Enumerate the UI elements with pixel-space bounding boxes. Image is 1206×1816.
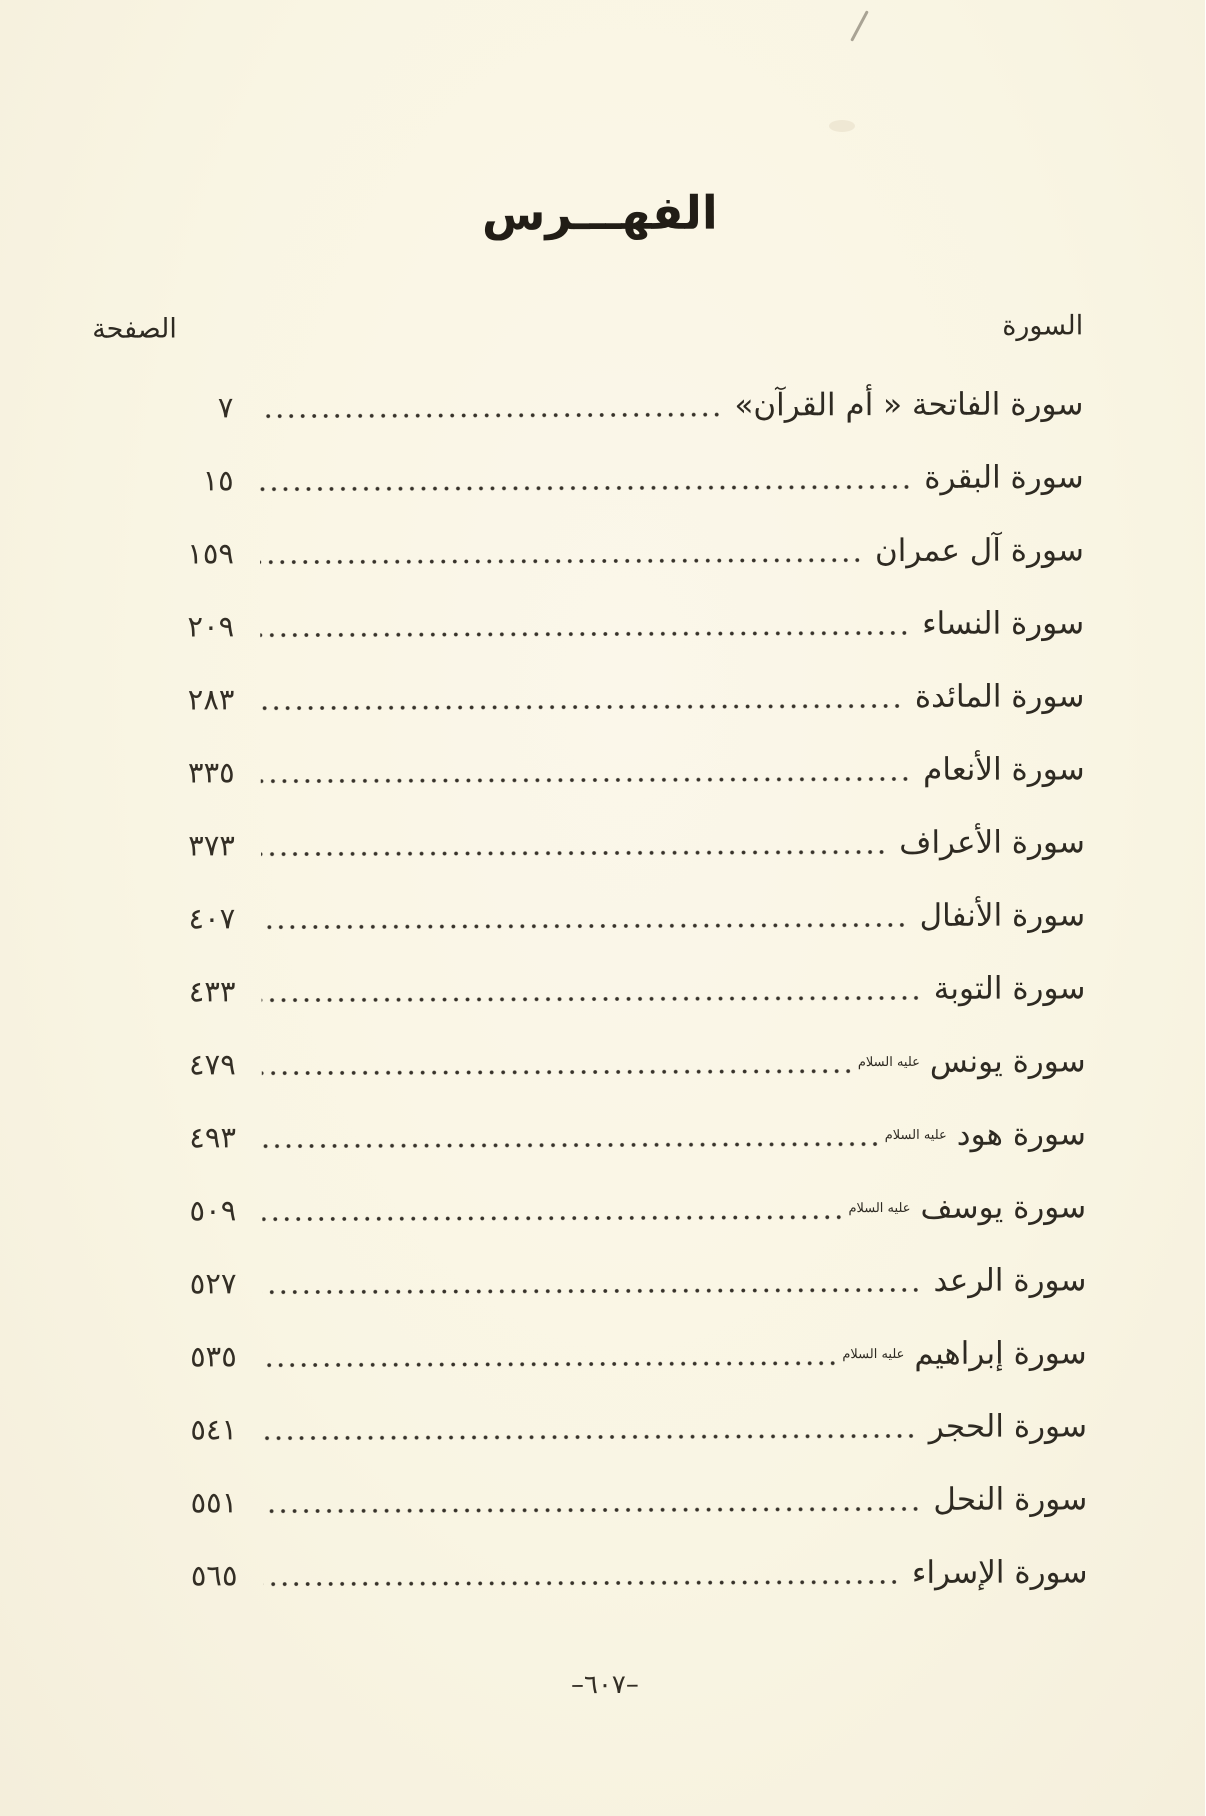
page-number: ٤٩٣ [190,1119,238,1154]
toc-entry [142,1389,1088,1465]
page-number: ١٥ [203,462,235,497]
column-header-page: الصفحة [93,313,178,345]
toc-entry [139,440,1085,516]
page-number: ٢٠٩ [188,608,236,643]
column-header-surah: السورة [1003,310,1085,342]
dotted-leader [260,389,723,423]
footer-page-number: –٦٠٧– [571,1669,640,1701]
surah-name [923,605,1085,642]
toc-entry [142,1535,1088,1611]
surah-name [934,1481,1088,1518]
honorific-alayhis-salam: عليه السلام [885,1127,948,1144]
surah-name [916,678,1086,715]
toc-entry [138,367,1084,443]
surah-name [735,386,1084,423]
table-of-contents [138,367,1088,1611]
toc-entry [141,1097,1087,1173]
page-number: ٤٣٣ [189,973,237,1008]
surah-name-text: سورة النساء [922,604,1086,642]
dotted-leader [263,1264,922,1298]
surah-name-text: سورة يوسف [921,1188,1088,1226]
surah-name [913,1554,1089,1591]
dotted-leader [263,1192,845,1226]
page-number: ٥٥١ [191,1484,239,1519]
surah-name [885,1115,1088,1153]
surah-name [924,751,1086,788]
dotted-leader [264,1410,918,1444]
page-title: الفهـــرس [482,185,719,241]
surah-name-text: سورة الأنعام [924,750,1086,788]
page-number: ٤٠٧ [189,900,237,935]
toc-entry [141,1243,1087,1319]
toc-entry [140,878,1086,954]
surah-name [876,532,1085,569]
dotted-leader [261,535,864,569]
surah-name-text: سورة إبراهيم [915,1334,1088,1372]
toc-entry [140,805,1086,881]
page-number: ٣٣٥ [188,754,236,789]
surah-name-text: سورة المائدة [915,677,1086,715]
surah-name-text: سورة يونس [930,1042,1087,1080]
surah-name [925,459,1085,496]
dotted-leader [262,827,888,861]
surah-name [843,1334,1088,1372]
page-number: ٣٧٣ [189,827,237,862]
dotted-leader [261,461,914,495]
page-number: ٥٤١ [191,1411,239,1446]
toc-entry [142,1316,1088,1392]
surah-name-text: سورة النحل [934,1480,1089,1518]
dotted-leader [264,1556,900,1590]
surah-name-text: سورة آل عمران [875,531,1086,569]
page-number: ٥٣٥ [190,1338,238,1373]
page-number: ٥٦٥ [191,1557,239,1592]
dotted-leader [262,753,913,787]
dotted-leader [262,899,908,933]
surah-name-text: سورة التوبة [934,969,1087,1007]
dotted-leader [264,1483,922,1517]
honorific-alayhis-salam: عليه السلام [849,1201,912,1217]
dotted-leader [263,1119,882,1153]
dotted-leader [264,1338,840,1372]
toc-entry [141,1170,1087,1246]
surah-name [930,1408,1088,1445]
toc-entry [140,951,1086,1027]
page-number: ٥٠٩ [190,1192,238,1227]
surah-name [858,1042,1087,1080]
page-number: ١٥٩ [188,535,236,570]
surah-name-text: سورة الرعد [934,1261,1088,1299]
surah-name-text: سورة هود [957,1115,1088,1153]
column-headers [93,310,1084,344]
page-number: ٥٢٧ [190,1265,238,1300]
page-number: ٤٧٩ [189,1046,237,1081]
toc-entry [142,1462,1088,1538]
toc-entry [141,1024,1087,1100]
honorific-alayhis-salam: عليه السلام [843,1347,906,1363]
toc-entry [139,513,1085,589]
dotted-leader [263,1046,855,1080]
dotted-leader [261,607,911,641]
surah-name-text: سورة الفاتحة « أم القرآن» [735,385,1085,424]
page-number: ٢٨٣ [188,681,236,716]
toc-entry [140,732,1086,808]
surah-name-text: سورة الإسراء [912,1553,1089,1591]
surah-name [934,1262,1087,1299]
surah-name-text: سورة الأعراف [900,823,1087,861]
dotted-leader [262,972,922,1006]
surah-name [935,970,1087,1007]
surah-name-text: سورة الحجر [929,1407,1089,1445]
surah-name-text: سورة البقرة [925,458,1085,496]
surah-name-text: سورة الأنفال [920,896,1087,934]
toc-entry [139,586,1085,662]
honorific-alayhis-salam: عليه السلام [858,1055,921,1071]
surah-name [900,824,1086,861]
surah-name [921,897,1087,934]
dotted-leader [261,680,903,714]
surah-name [849,1188,1088,1226]
page-number: ٧ [218,389,235,424]
toc-entry [139,659,1085,735]
